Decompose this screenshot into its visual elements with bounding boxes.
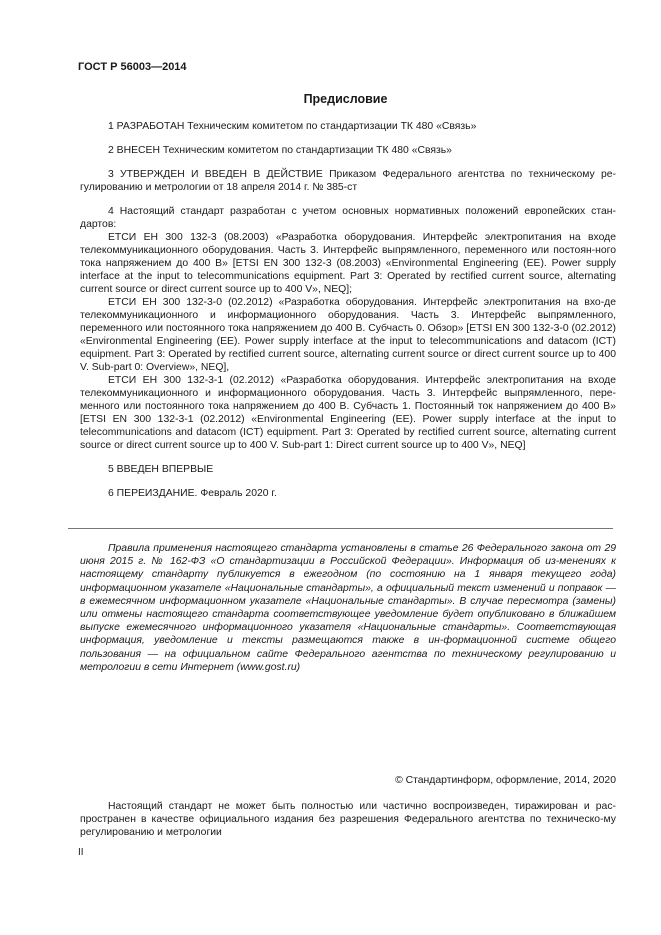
foreword-item-2: 2 ВНЕСЕН Техническим комитетом по стандартизации ТК 480 «Связь»	[108, 145, 452, 156]
reproduction-notice	[80, 800, 616, 839]
foreword-body	[80, 120, 616, 500]
standard-ref-1: ЕТСИ ЕН 300 132-3 (08.2003) «Разработка оборудования. Интерфейс электропитания на входе телекоммуникационного оборудования. Часть 3. Интерфейс выпрямленного, переменного или постоян-ного тока напряжением до 400 В» [ETSI EN 300 132-3 (08.2003) «Environmental Engineering (EE). Power supply interface at the input to telecommunications equipment. Part 3: Operated by rectified current source, alternating current source or direct current source up to 400 V», NEQ];	[80, 232, 616, 295]
standard-ref-2: ЕТСИ ЕН 300 132-3-0 (02.2012) «Разработка оборудования. Интерфейс электропитания на вхо-де телекоммуникационного и информационного оборудования. Часть 3. Интерфейс выпрямленного, переменного или постоянного тока напряжением до 400 В. Субчасть 0. Обзор» [ETSI EN 300 132-3-0 (02.2012) «Environmental Engineering (EE). Power supply interface at the input to telecommunications and datacom (ICT) equipment. Part 3: Operated by rectified current source, alternating current source or direct current source up to 400 V. Sub-part 0: Overview», NEQ],	[80, 297, 616, 373]
application-rules-notice	[80, 542, 616, 674]
document-code: ГОСТ Р 56003—2014	[78, 61, 187, 73]
foreword-item-3: 3 УТВЕРЖДЕН И ВВЕДЕН В ДЕЙСТВИЕ Приказом Федерального агентства по техническому ре-гулированию и метрологии от 18 апреля 2014 г. № 385-ст	[80, 169, 616, 193]
page-number: II	[78, 847, 84, 858]
foreword-item-4: 4 Настоящий стандарт разработан с учетом основных нормативных положений европейских стан-дартов:	[80, 206, 616, 230]
page-title: Предисловие	[303, 92, 388, 106]
foreword-item-6: 6 ПЕРЕИЗДАНИЕ. Февраль 2020 г.	[108, 488, 277, 499]
foreword-item-1: 1 РАЗРАБОТАН Техническим комитетом по стандартизации ТК 480 «Связь»	[108, 121, 477, 132]
copyright: © Стандартинформ, оформление, 2014, 2020	[395, 775, 616, 786]
divider	[68, 528, 613, 529]
foreword-item-5: 5 ВВЕДЕН ВПЕРВЫЕ	[108, 464, 214, 475]
notice-text: Правила применения настоящего стандарта установлены в статье 26 Федерального закона от 29 июня 2015 г. № 162-ФЗ «О стандартизации в Российской Федерации». Информация об из-менениях к настоящему стандарту публикуется в ежегодном (по состоянию на 1 января текущего года) информационном указателе «Национальные стандарты», а официальный текст изменений и поправок — в ежемесячном информационном указателе «Национальные стандарты». В случае пересмотра (замены) или отмены настоящего стандарта соответствующее уведомление будет опубликовано в ближайшем выпуске ежемесячного информационного указателя «Национальные стандарты». Соответствующая информация, уведомление и тексты размещаются также в ин-формационной системе общего пользования — на официальном сайте Федерального агентства по техническому регулированию и метрологии в сети Интернет (www.gost.ru)	[80, 543, 616, 673]
standard-ref-3: ЕТСИ ЕН 300 132-3-1 (02.2012) «Разработка оборудования. Интерфейс электропитания на входе телекоммуникационного и информационного оборудования. Часть 3. Интерфейс выпрямленного, пере-менного или постоянного тока напряжением до 400 В. Субчасть 1. Постоянный ток напряжением до 400 В» [ETSI EN 300 132-3-1 (02.2012) «Environmental Engineering (EE). Power supply interface at the input to telecommunications and datacom (ICT) equipment. Part 3: Operated by rectified current source, alternating current source or direct current source up to 400 V. Sub-part 1: Direct current source up to 400 V», NEQ]	[80, 375, 616, 451]
footer-text: Настоящий стандарт не может быть полностью или частично воспроизведен, тиражирован и рас-пространен в качестве официального издания без разрешения Федерального агентства по техническо-му регулированию и метрологии	[80, 801, 616, 838]
